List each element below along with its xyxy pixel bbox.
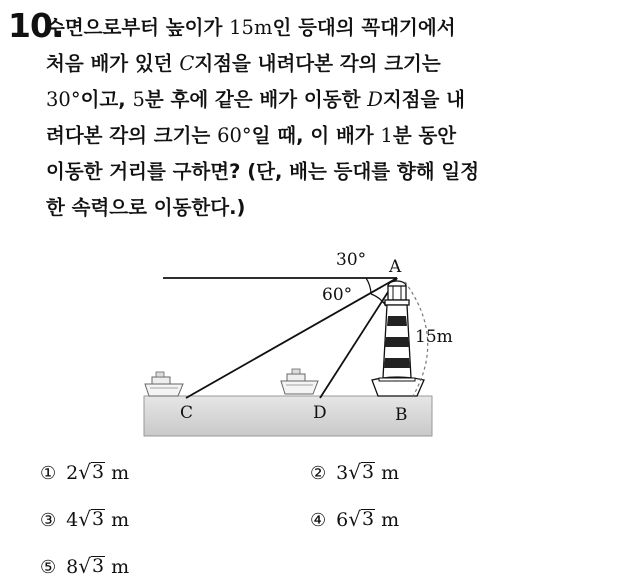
choice-mark: ①	[40, 462, 57, 484]
choice-5[interactable]	[40, 556, 129, 578]
point-label-b: B	[395, 405, 408, 425]
choice-mark: ⑤	[40, 556, 57, 578]
choice-value: 4 √ 3 m	[66, 507, 130, 531]
angle-arc-30	[366, 278, 371, 294]
point-label-a: A	[389, 257, 402, 277]
ship-d-icon	[281, 369, 318, 394]
point-label-d: D	[313, 403, 327, 423]
question-line-2: 처음 배가 있던 C지점을 내려다본 각의 크기는	[46, 52, 441, 75]
choice-mark: ④	[310, 509, 327, 531]
choice-value: 2 √ 3 m	[66, 460, 130, 484]
point-label-c: C	[180, 403, 194, 423]
ship-c-icon	[145, 372, 183, 396]
choice-3[interactable]	[40, 509, 129, 531]
choice-mark: ③	[40, 509, 57, 531]
choice-4[interactable]	[310, 509, 399, 531]
choice-value: 6 √ 3 m	[336, 507, 400, 531]
choice-2[interactable]	[310, 462, 399, 484]
question-line-3: 30°이고, 5분 후에 같은 배가 이동한 D지점을 내	[46, 88, 465, 111]
angle-label-30: 30°	[336, 250, 367, 270]
choice-1[interactable]	[40, 462, 129, 484]
height-label: 15m	[415, 327, 453, 347]
question-line-4: 려다본 각의 크기는 60°일 때, 이 배가 1분 동안	[46, 124, 457, 147]
choice-mark: ②	[310, 462, 327, 484]
angle-label-60: 60°	[322, 285, 353, 305]
question-line-5: 이동한 거리를 구하면? (단, 배는 등대를 향해 일정	[46, 160, 480, 183]
question-line-1: 수면으로부터 높이가 15m인 등대의 꼭대기에서	[46, 16, 456, 39]
choice-value: 3 √ 3 m	[336, 460, 400, 484]
question-number: 10.	[8, 6, 64, 45]
choice-value: 8 √ 3 m	[66, 554, 130, 578]
question-line-6: 한 속력으로 이동한다.)	[46, 196, 246, 219]
